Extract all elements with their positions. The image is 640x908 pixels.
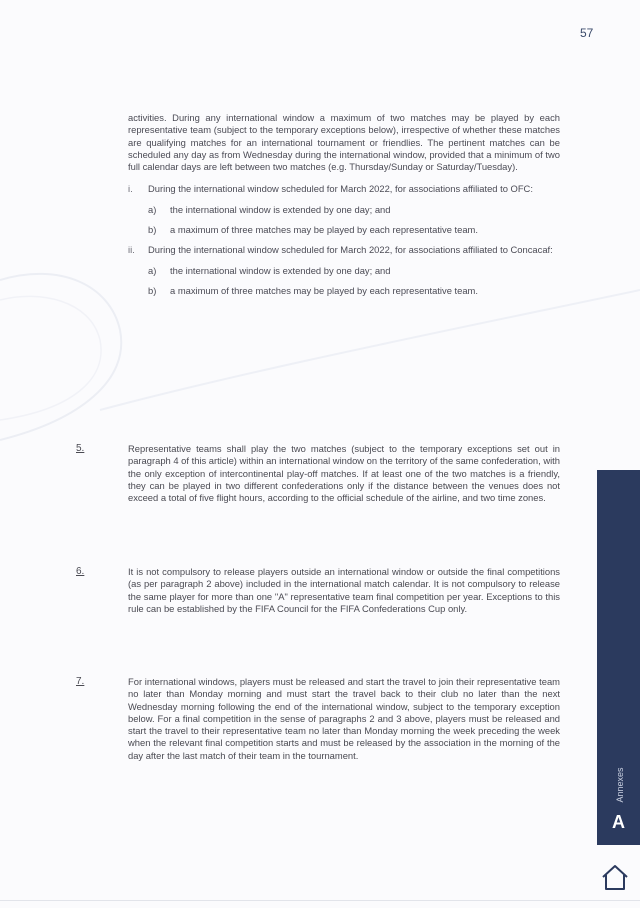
item-letter: a)	[148, 264, 157, 276]
paragraph-text: It is not compulsory to release players outside an international window or outside the final competitions (as per paragraph 2 above) included in the international match calendar. It is not compulsory to release the same player for more than one "A" representative team final competition per year. Exceptions to this rule can be established by the FIFA Council for the FIFA Confederations Cup only.	[128, 566, 560, 614]
item-letter: a)	[148, 203, 157, 215]
subsection-ii-item-b	[128, 285, 560, 297]
article-body	[128, 112, 560, 305]
subsection-numeral: i.	[128, 183, 133, 195]
subsection-ii	[128, 244, 560, 256]
paragraph-number: 6.	[76, 566, 85, 577]
item-text: a maximum of three matches may be played by each representative team.	[170, 284, 478, 296]
item-letter: b)	[148, 224, 157, 236]
item-text: the international window is extended by one day; and	[170, 264, 391, 276]
annex-tab-letter[interactable]: A	[612, 812, 625, 832]
intro-paragraph: activities. During any international window a maximum of two matches may be played by each representative team (subject to the temporary exceptions below), irrespective of whether these matches are qualifying matches for an international tournament or friendlies. The pertinent matches can be scheduled any day as from Wednesday during the international window, provided that a minimum of two full calendar days are left between two matches (e.g. Thursday/Sunday or Saturday/Tuesday).	[128, 112, 560, 173]
subsection-i-item-b	[128, 224, 560, 236]
item-text: the international window is extended by one day; and	[170, 203, 391, 215]
annex-tab-label[interactable]: Annexes	[615, 767, 625, 803]
subsection-numeral: ii.	[128, 244, 135, 256]
subsection-text: During the international window scheduled for March 2022, for associations affiliated to OFC:	[148, 183, 533, 195]
page-bottom-divider	[0, 900, 640, 901]
paragraph-text: For international windows, players must be released and start the travel to join their representative team no later than Monday morning and must start the travel back to their club no later than the next Wednesday morning following the end of the international window, subject to the temporary exception below. For a final competition in the sense of paragraphs 2 and 3 above, players must be released and start the travel to their representative team no later than Monday morning the week preceding the week when the relevant final competition starts and must be released by the association in the morning of the day after the last match of their team in the tournament.	[128, 676, 560, 761]
subsection-i-item-a	[128, 204, 560, 216]
home-icon[interactable]	[598, 862, 632, 892]
subsection-text: During the international window scheduled for March 2022, for associations affiliated to Concacaf:	[148, 244, 553, 256]
item-text: a maximum of three matches may be played by each representative team.	[170, 224, 478, 236]
item-letter: b)	[148, 284, 157, 296]
page-number: 57	[580, 26, 594, 40]
paragraph-number: 5.	[76, 443, 85, 454]
paragraph-number: 7.	[76, 676, 85, 687]
paragraph-text: Representative teams shall play the two matches (subject to the temporary exceptions set out in paragraph 4 of this article) within an international window on the territory of the same confederation, with the only exception of intercontinental play-off matches. If at least one of the two matches is a friendly, they can be played in two different confederations only if the distance between the venues does not exceed a total of five flight hours, according to the official schedule of the airline, and two time zones.	[128, 443, 561, 504]
subsection-i	[128, 183, 560, 195]
subsection-ii-item-a	[128, 265, 560, 277]
